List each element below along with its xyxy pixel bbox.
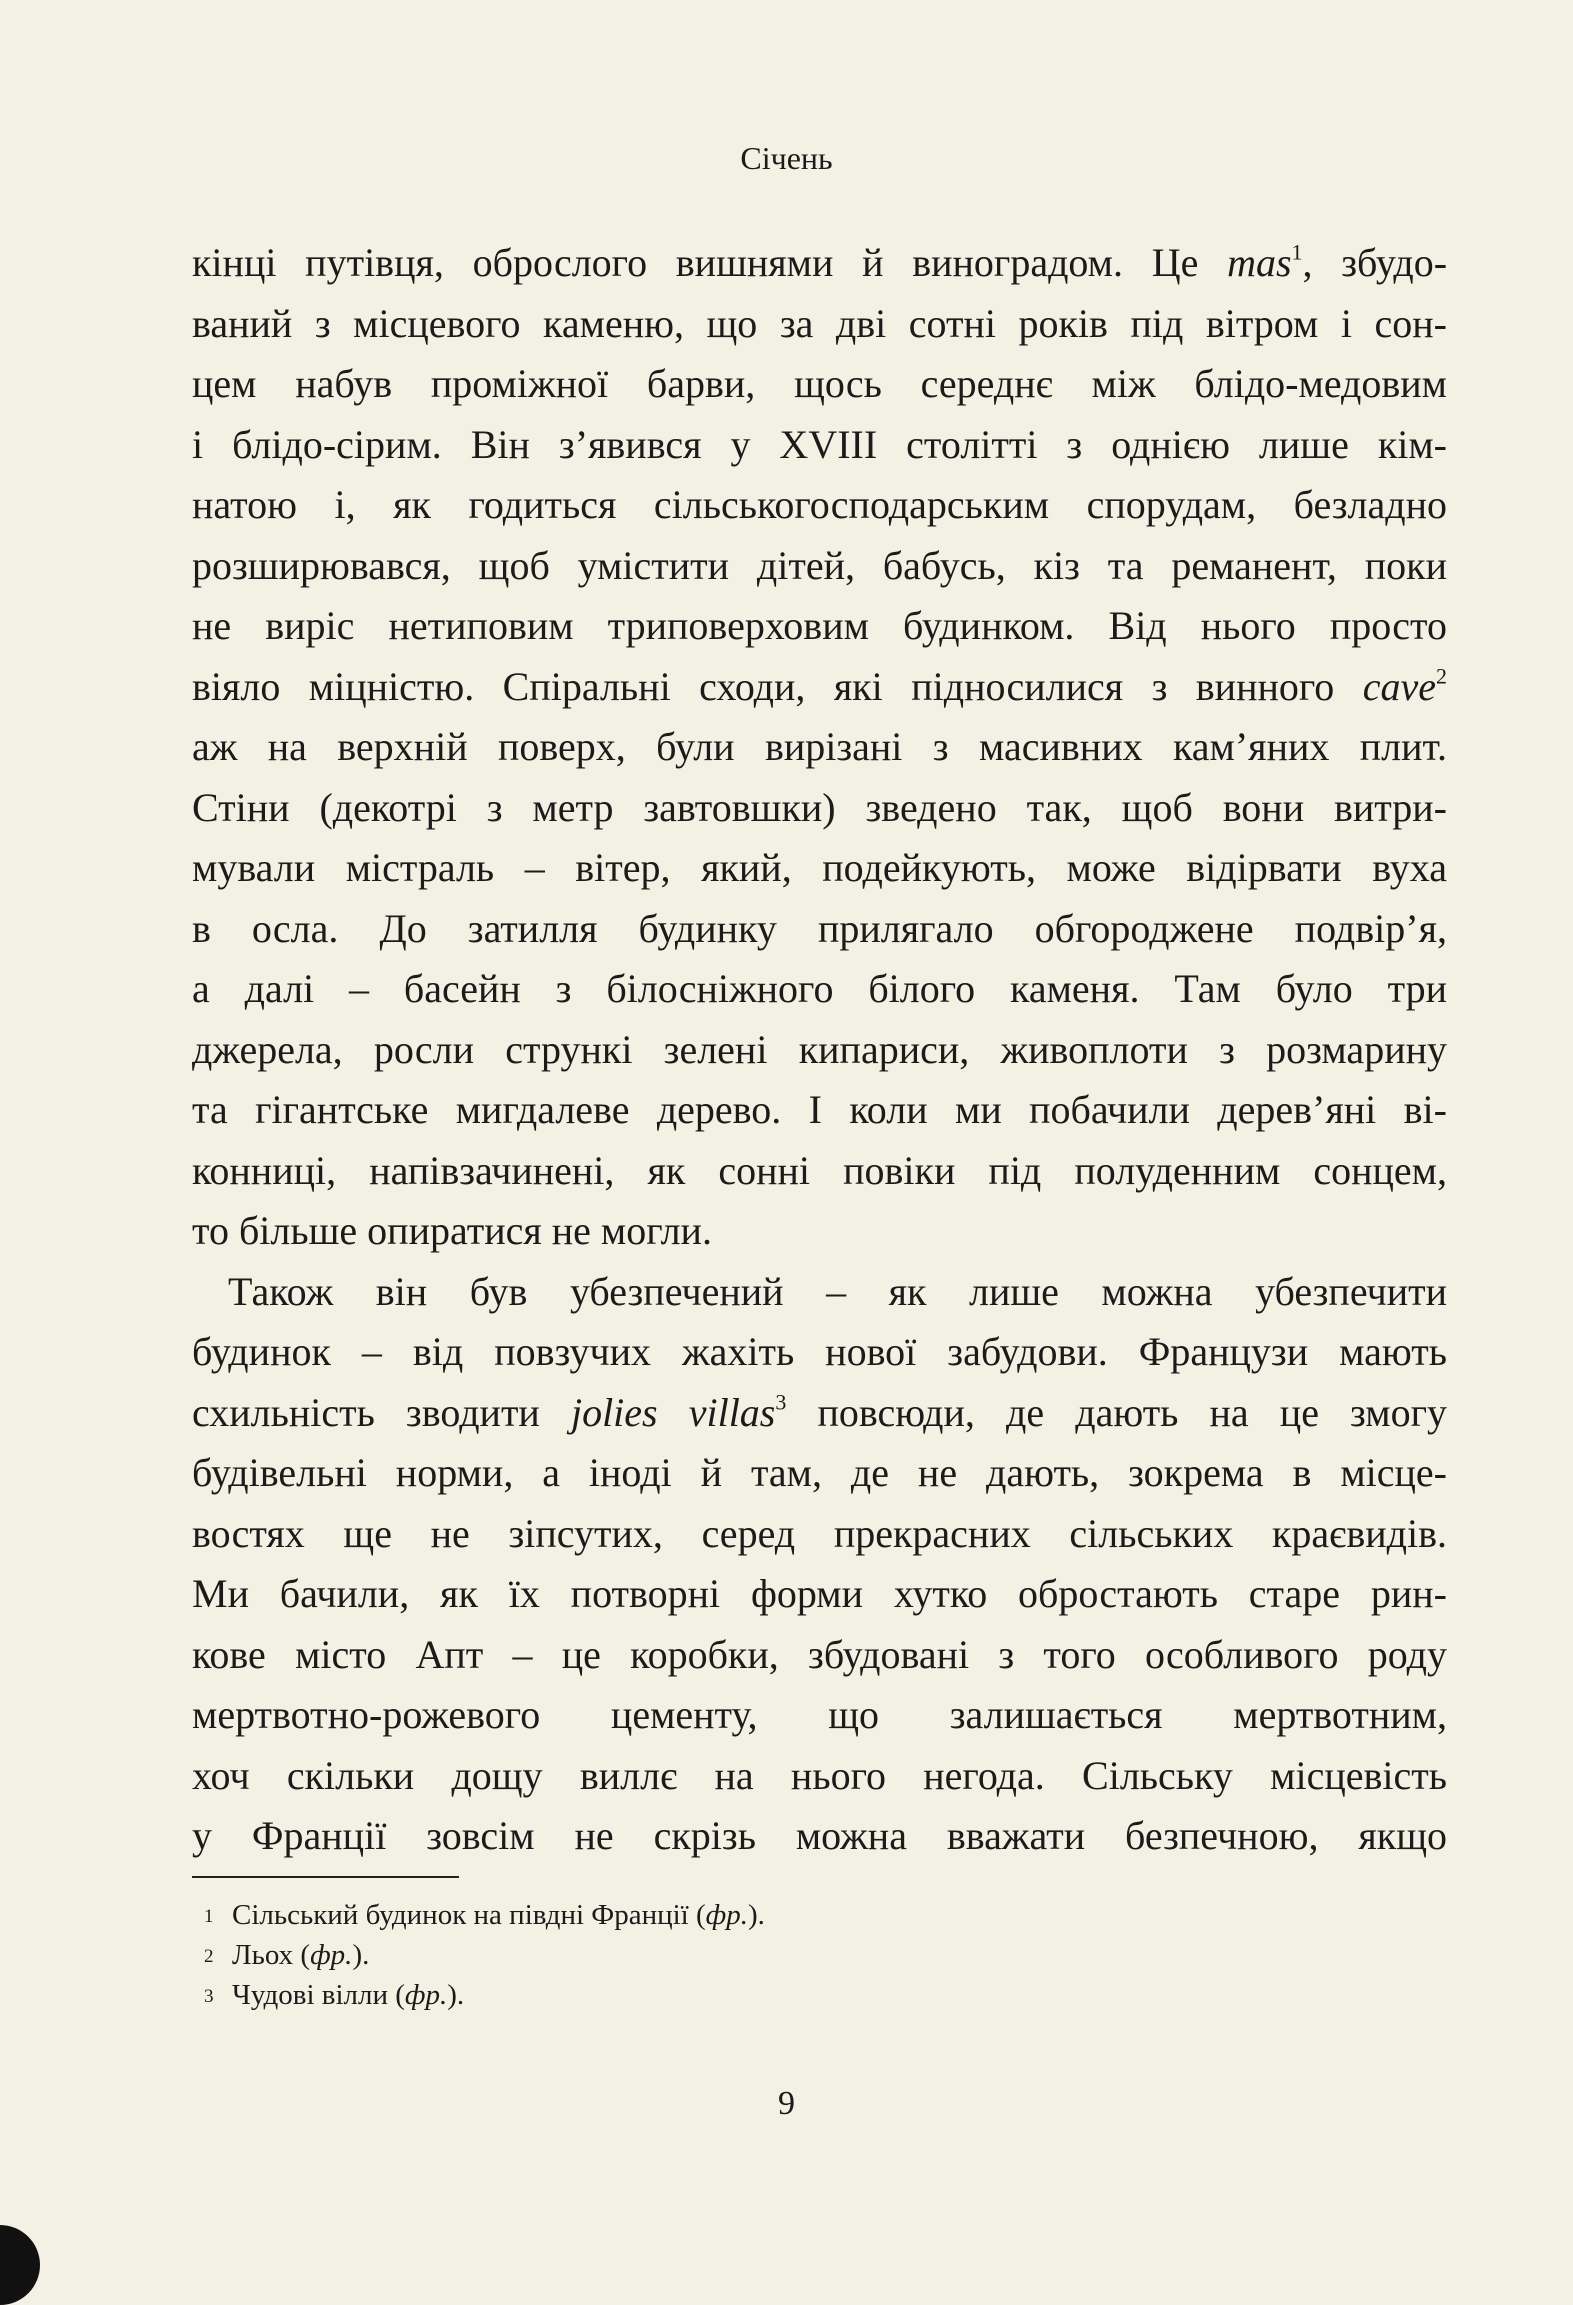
text-run: схильність зводити	[192, 1389, 571, 1435]
text-run: Також він був убезпечений – як лише можна убезпечити	[228, 1268, 1447, 1314]
running-head: Січень	[740, 140, 833, 176]
text-line	[192, 1201, 1447, 1262]
footnote-divider	[192, 1876, 459, 1878]
text-line	[192, 1564, 1447, 1625]
text-run: ).	[748, 1899, 765, 1931]
text-run: то більше опиратися не могли.	[192, 1208, 712, 1253]
text-line	[192, 1383, 1447, 1444]
footnote-number: 2	[204, 1946, 214, 1967]
text-run: востях ще не зіпсутих, серед прекрасних сільських краєвидів.	[192, 1510, 1447, 1556]
italic-text: фр.	[310, 1939, 353, 1971]
text-line	[192, 899, 1447, 960]
footnote-text	[232, 1976, 464, 2016]
text-run: віяло міцністю. Спіральні сходи, які підносилися з винного	[192, 663, 1363, 709]
text-line	[192, 596, 1447, 657]
text-run: ).	[352, 1939, 370, 1971]
text-line	[192, 959, 1447, 1020]
text-run: натою і, як годиться сільськогосподарським спорудам, безладно	[192, 482, 1447, 527]
text-line	[192, 1080, 1447, 1141]
text-run: джерела, росли стрункі зелені кипариси, живоплоти з розмарину	[192, 1026, 1447, 1072]
text-line	[192, 1806, 1447, 1867]
text-run: ваний з місцевого каменю, що за дві сотні років під вітром і сон-	[192, 300, 1447, 346]
text-run: Льох (	[232, 1939, 311, 1971]
italic-text: mas	[1227, 240, 1292, 285]
text-run: , збудо-	[1302, 240, 1448, 285]
text-run: мували містраль – вітер, який, подейкують, може відірвати вуха	[192, 845, 1447, 890]
page-number: 9	[778, 2085, 795, 2122]
italic-text: jolies villas	[570, 1389, 776, 1435]
italic-text: cave	[1362, 663, 1436, 709]
text-run: кінці путівця, оброслого вишнями й виноградом. Це	[192, 240, 1228, 285]
text-line	[192, 717, 1447, 778]
text-run: Чудові вілли (	[232, 1979, 405, 2011]
text-line	[192, 1504, 1447, 1565]
text-run: кове місто Апт – це коробки, збудовані з того особливого роду	[192, 1631, 1447, 1677]
text-run: аж на верхній поверх, були вирізані з масивних кам’яних плит.	[192, 724, 1447, 769]
italic-text: фр.	[705, 1899, 748, 1931]
body-text	[192, 233, 1447, 1867]
text-line	[192, 1746, 1447, 1807]
text-run: хоч скільки дощу виллє на нього негода. Сільську місцевість	[192, 1752, 1447, 1798]
text-line	[192, 1141, 1447, 1202]
text-run: цем набув проміжної барви, щось середнє між блідо-медовим	[192, 361, 1447, 406]
text-run: повсюди, де дають на це змогу	[786, 1389, 1447, 1435]
text-line	[192, 778, 1447, 839]
text-line	[192, 1685, 1447, 1746]
text-line	[192, 1625, 1447, 1686]
text-run: та гігантське мигдалеве дерево. І коли ми побачили дерев’яні ві-	[192, 1087, 1447, 1132]
text-run: ).	[447, 1979, 465, 2011]
footnote	[192, 1896, 765, 1936]
text-run: і блідо-сірим. Він з’явився у XVIII столітті з однією лише кім-	[192, 421, 1447, 467]
text-run: конниці, напівзачинені, як сонні повіки під полуденним сонцем,	[192, 1147, 1447, 1193]
text-line	[192, 294, 1447, 355]
footnotes	[192, 1896, 765, 2016]
text-run: у Франції зовсім не скрізь можна вважати безпечною, якщо	[192, 1813, 1447, 1858]
footnote-text	[232, 1896, 765, 1936]
scan-artifact	[0, 2225, 40, 2305]
footnote	[192, 1936, 765, 1976]
footnote-text	[232, 1936, 369, 1976]
text-run: розширювався, щоб умістити дітей, бабусь, кіз та реманент, поки	[192, 542, 1447, 588]
footnote-ref: 1	[1291, 239, 1303, 265]
footnote-ref: 2	[1436, 663, 1447, 688]
text-run: не виріс нетиповим триповерховим будинком. Від нього просто	[192, 603, 1447, 648]
text-line	[192, 233, 1447, 294]
text-line	[192, 475, 1447, 536]
italic-text: фр.	[404, 1979, 448, 2011]
text-line	[192, 1322, 1447, 1383]
text-line	[192, 415, 1447, 476]
text-line	[192, 1020, 1447, 1081]
text-run: в осла. До затилля будинку прилягало обгороджене подвір’я,	[192, 905, 1447, 951]
text-line	[192, 536, 1447, 597]
text-line	[192, 354, 1447, 415]
text-run: будівельні норми, а іноді й там, де не дають, зокрема в місце-	[192, 1450, 1447, 1495]
footnote	[192, 1976, 765, 2016]
footnote-number: 1	[204, 1906, 214, 1927]
footnote-number: 3	[204, 1986, 214, 2007]
text-run: Ми бачили, як їх потворні форми хутко обростають старе рин-	[192, 1571, 1447, 1616]
text-line	[192, 838, 1447, 899]
text-run: Сільський будинок на півдні Франції (	[232, 1899, 706, 1931]
text-run: а далі – басейн з білосніжного білого каменя. Там було три	[192, 966, 1447, 1011]
text-run: Стіни (декотрі з метр завтовшки) зведено так, щоб вони витри-	[192, 784, 1447, 830]
text-line	[192, 1262, 1447, 1323]
text-run: мертвотно-рожевого цементу, що залишається мертвотним,	[192, 1692, 1447, 1737]
footnote-ref: 3	[775, 1389, 787, 1414]
text-line	[192, 657, 1447, 718]
text-run: будинок – від повзучих жахіть нової забудови. Французи мають	[192, 1329, 1447, 1374]
text-line	[192, 1443, 1447, 1504]
